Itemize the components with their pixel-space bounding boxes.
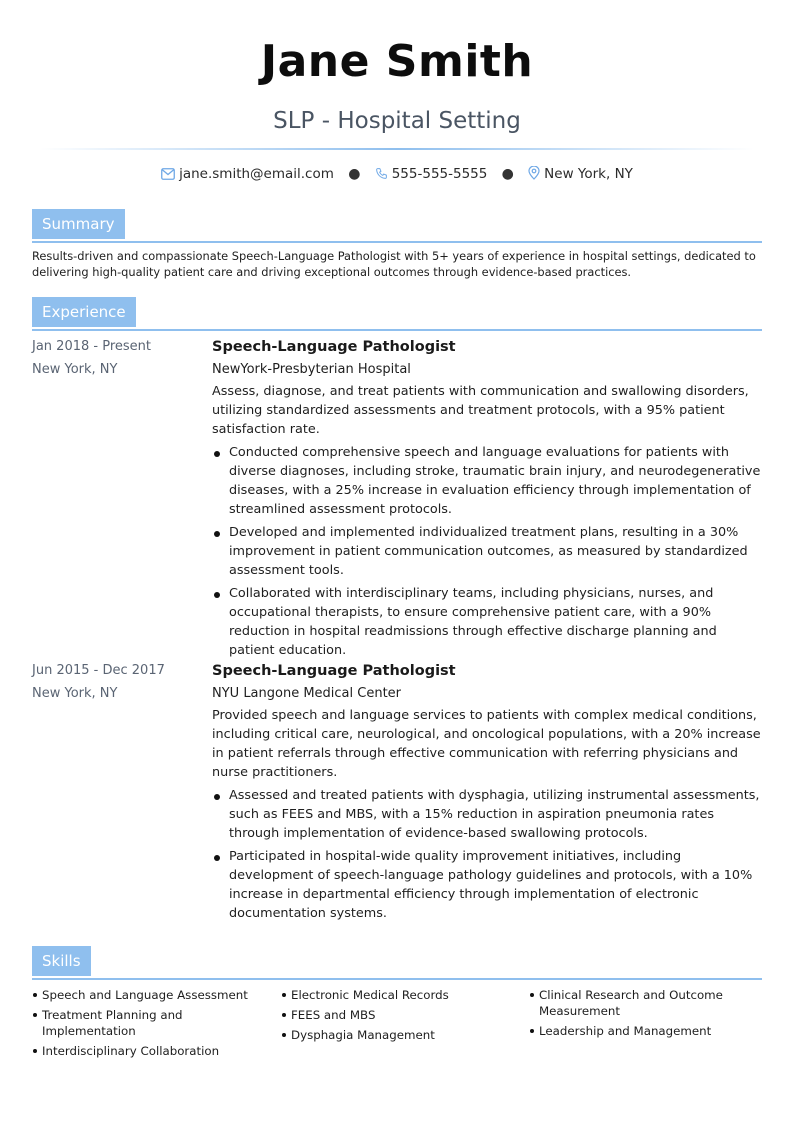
bullet-icon bbox=[530, 993, 534, 997]
job-description: Provided speech and language services to patients with complex medical conditions, including critical care, neurological, and oncological populations, with a 20% increase in patient referrals through effective communication with referring physicians and nurse practitioners. bbox=[212, 708, 761, 780]
job-dates: Jun 2015 - Dec 2017 bbox=[32, 663, 165, 678]
bullet-text: Conducted comprehensive speech and language evaluations for patients with diverse diagnoses, including stroke, traumatic brain injury, and neurodegenerative diseases, with a 25% increase in evaluation efficiency through implementation of streamlined assessment protocols. bbox=[229, 445, 761, 517]
list-item bbox=[212, 584, 764, 660]
candidate-name: Jane Smith bbox=[260, 36, 534, 87]
skills-column bbox=[281, 987, 511, 1047]
phone-text: 555-555-5555 bbox=[391, 166, 488, 182]
skill-text: Electronic Medical Records bbox=[291, 988, 449, 1002]
job-bullets bbox=[212, 443, 764, 660]
bullet-text: Assessed and treated patients with dysphagia, utilizing instrumental assessments, such as FEES and MBS, with a 15% reduction in aspiration pneumonia rates through implementation of evidence-based swallowing protocols. bbox=[229, 788, 760, 841]
contact-bar bbox=[0, 166, 794, 182]
contact-phone[interactable] bbox=[375, 166, 488, 182]
envelope-icon bbox=[161, 168, 175, 180]
skill-text: Treatment Planning and Implementation bbox=[42, 1008, 183, 1038]
job-dates: Jan 2018 - Present bbox=[32, 339, 151, 354]
job-organization: NewYork-Presbyterian Hospital bbox=[212, 362, 411, 377]
bullet-icon bbox=[214, 794, 220, 800]
list-item bbox=[32, 1007, 262, 1039]
job-details bbox=[212, 663, 764, 927]
skills-column bbox=[529, 987, 759, 1043]
bullet-icon bbox=[282, 993, 286, 997]
list-item bbox=[281, 1007, 511, 1023]
email-text: jane.smith@email.com bbox=[179, 166, 334, 182]
list-item bbox=[212, 523, 764, 580]
map-pin-icon bbox=[528, 166, 540, 180]
experience-heading: Experience bbox=[32, 297, 136, 327]
job-description: Assess, diagnose, and treat patients with communication and swallowing disorders, utilizing standardized assessments and treatment protocols, with a 95% patient satisfaction rate. bbox=[212, 384, 749, 437]
skill-text: Dysphagia Management bbox=[291, 1028, 435, 1042]
bullet-icon bbox=[214, 592, 220, 598]
bullet-icon bbox=[530, 1029, 534, 1033]
bullet-icon bbox=[214, 531, 220, 537]
bullet-icon bbox=[282, 1033, 286, 1037]
skill-text: Clinical Research and Outcome Measurement bbox=[539, 988, 723, 1018]
list-item bbox=[212, 786, 764, 843]
job-location: New York, NY bbox=[32, 686, 118, 701]
contact-email[interactable] bbox=[161, 166, 334, 182]
phone-icon bbox=[375, 167, 388, 180]
bullet-icon bbox=[33, 993, 37, 997]
bullet-text: Collaborated with interdisciplinary teams, including physicians, nurses, and occupational therapists, to ensure comprehensive patient care, with a 90% reduction in hospital readmissions through effective discharge planning and patient education. bbox=[229, 586, 717, 658]
job-title-headline: SLP - Hospital Setting bbox=[273, 108, 521, 134]
job-location: New York, NY bbox=[32, 362, 118, 377]
skill-text: Interdisciplinary Collaboration bbox=[42, 1044, 220, 1058]
job-bullets bbox=[212, 786, 764, 923]
bullet-icon bbox=[33, 1013, 37, 1017]
separator-dot: ● bbox=[501, 166, 514, 182]
summary-heading: Summary bbox=[32, 209, 125, 239]
contact-location bbox=[528, 166, 633, 182]
location-text: New York, NY bbox=[544, 166, 633, 182]
skill-text: FEES and MBS bbox=[291, 1008, 376, 1022]
list-item bbox=[212, 443, 764, 519]
job-organization: NYU Langone Medical Center bbox=[212, 686, 402, 701]
experience-section-header bbox=[32, 297, 762, 331]
summary-text: Results-driven and compassionate Speech-Language Pathologist with 5+ years of experience in hospital settings, dedicated to delivering high-quality patient care and driving exceptional outcomes through evidence-based practices. bbox=[32, 249, 756, 279]
bullet-icon bbox=[214, 855, 220, 861]
skills-section-header bbox=[32, 946, 762, 980]
skill-text: Leadership and Management bbox=[539, 1024, 712, 1038]
bullet-text: Participated in hospital-wide quality improvement initiatives, including development of speech-language pathology guidelines and protocols, with a 10% increase in departmental efficiency through implementation of electronic documentation systems. bbox=[229, 849, 753, 921]
bullet-icon bbox=[282, 1013, 286, 1017]
job-title: Speech-Language Pathologist bbox=[212, 339, 456, 355]
summary-section-header bbox=[32, 209, 762, 243]
list-item bbox=[281, 987, 511, 1003]
list-item bbox=[281, 1027, 511, 1043]
skills-column bbox=[32, 987, 262, 1063]
header-divider bbox=[40, 148, 754, 150]
job-details bbox=[212, 339, 764, 664]
bullet-text: Developed and implemented individualized treatment plans, resulting in a 30% improvement in patient communication outcomes, as measured by standardized assessment tools. bbox=[229, 525, 748, 578]
skill-text: Speech and Language Assessment bbox=[42, 988, 248, 1002]
skills-heading: Skills bbox=[32, 946, 91, 976]
separator-dot: ● bbox=[348, 166, 361, 182]
list-item bbox=[529, 1023, 759, 1039]
list-item bbox=[529, 987, 759, 1019]
list-item bbox=[32, 1043, 262, 1059]
bullet-icon bbox=[214, 451, 220, 457]
bullet-icon bbox=[33, 1049, 37, 1053]
list-item bbox=[32, 987, 262, 1003]
list-item bbox=[212, 847, 764, 923]
job-title: Speech-Language Pathologist bbox=[212, 663, 456, 679]
